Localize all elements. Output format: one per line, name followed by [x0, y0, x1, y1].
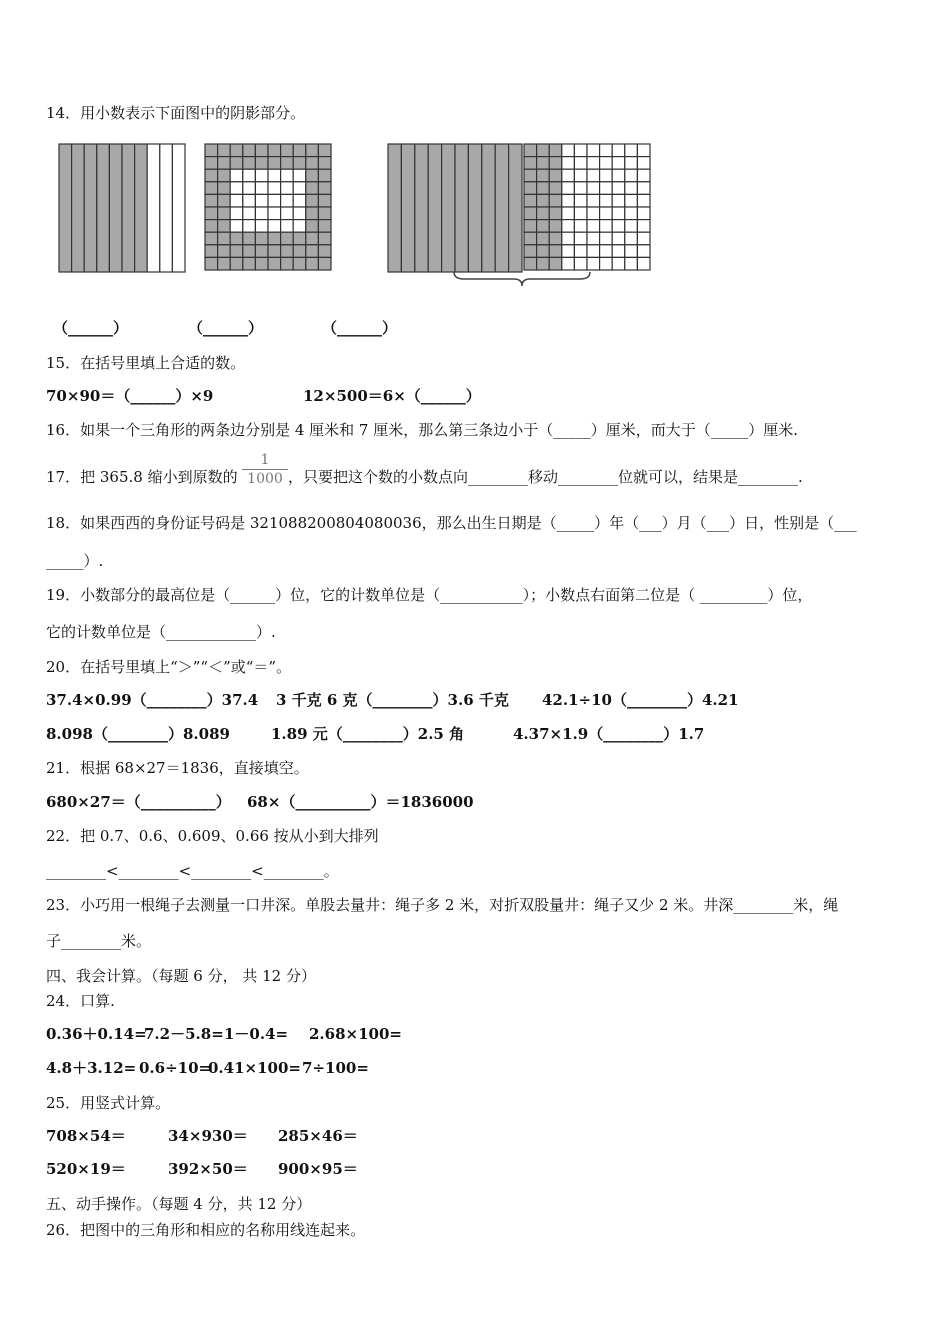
strip-cell [147, 144, 160, 272]
grid-cell [524, 257, 537, 270]
brace-under-figures [452, 270, 592, 290]
grid-cell [268, 220, 281, 233]
q26-title: 26．把图中的三角形和相应的名称用线连起来。 [46, 1221, 366, 1239]
grid-cell [600, 257, 613, 270]
grid-cell [562, 232, 575, 245]
q19-line1[interactable]: 19．小数部分的最高位是（______）位，它的计数单位是（___________）；小数点右面第二位是（ _________）位， [46, 586, 813, 604]
grid-cell [306, 182, 319, 195]
q25-r2-b: 392×50＝ [168, 1160, 248, 1178]
q22-title: 22．把 0.7、0.6、0.609、0.66 按从小到大排列 [46, 827, 379, 845]
grid-cell [268, 144, 281, 157]
grid-cell [318, 182, 331, 195]
grid-cell [243, 207, 256, 220]
grid-cell [293, 157, 306, 170]
q20-r2-b[interactable]: 1.89 元（________）2.5 角 [271, 725, 465, 743]
grid-cell [562, 257, 575, 270]
grid-cell [625, 232, 638, 245]
grid-cell [637, 257, 650, 270]
grid-cell [306, 169, 319, 182]
grid-cell [318, 232, 331, 245]
strip-cell [428, 144, 441, 272]
grid-cell [574, 194, 587, 207]
grid-cell [562, 245, 575, 258]
grid-cell [524, 245, 537, 258]
strip-cell [401, 144, 414, 272]
grid-cell [218, 220, 231, 233]
grid-cell [574, 157, 587, 170]
grid-cell [230, 157, 243, 170]
grid-cell [268, 257, 281, 270]
grid-cell [243, 232, 256, 245]
grid-cell [625, 220, 638, 233]
grid-cell [205, 257, 218, 270]
strip-cell [455, 144, 468, 272]
grid-cell [524, 182, 537, 195]
grid-cell [255, 169, 268, 182]
grid-cell [268, 182, 281, 195]
q25-title: 25．用竖式计算。 [46, 1094, 171, 1112]
grid-cell [218, 169, 231, 182]
grid-cell [293, 194, 306, 207]
grid-cell [637, 220, 650, 233]
grid-cell [218, 157, 231, 170]
q25-r1-c: 285×46＝ [278, 1127, 358, 1145]
grid-cell [612, 182, 625, 195]
grid-cell [625, 169, 638, 182]
q20-title: 20．在括号里填上“＞”“＜”或“＝”。 [46, 658, 292, 676]
grid-cell [268, 232, 281, 245]
grid-cell [625, 157, 638, 170]
grid-cell [255, 194, 268, 207]
grid-cell [218, 207, 231, 220]
grid-cell [562, 207, 575, 220]
grid-cell [637, 144, 650, 157]
grid-cell [574, 182, 587, 195]
q17-denominator: 1000 [247, 471, 283, 487]
grid-cell [306, 144, 319, 157]
strip-cell [135, 144, 148, 272]
grid-cell [205, 157, 218, 170]
grid-cell [205, 169, 218, 182]
figure-grid-4 [523, 143, 653, 275]
grid-cell [549, 169, 562, 182]
grid-cell [281, 220, 294, 233]
strip-cell [72, 144, 85, 272]
grid-cell [218, 194, 231, 207]
q22-answer[interactable]: ________<________<________<________。 [46, 862, 339, 880]
grid-cell [562, 194, 575, 207]
grid-cell [612, 169, 625, 182]
strip-cell [59, 144, 72, 272]
grid-cell [281, 194, 294, 207]
grid-cell [587, 182, 600, 195]
grid-cell [549, 157, 562, 170]
q19-line2[interactable]: 它的计数单位是（____________）. [46, 623, 276, 641]
strip-cell [482, 144, 495, 272]
grid-cell [587, 232, 600, 245]
grid-cell [562, 220, 575, 233]
q15-a[interactable]: 70×90＝（______）×9 [46, 387, 214, 405]
grid-cell [318, 257, 331, 270]
strip-cell [442, 144, 455, 272]
grid-cell [255, 157, 268, 170]
grid-cell [243, 257, 256, 270]
grid-cell [612, 144, 625, 157]
strip-cell [495, 144, 508, 272]
grid-cell [612, 245, 625, 258]
grid-cell [587, 144, 600, 157]
grid-cell [293, 169, 306, 182]
strip-cell [468, 144, 481, 272]
grid-cell [218, 182, 231, 195]
q20-r2-a[interactable]: 8.098（________）8.089 [46, 725, 230, 743]
grid-cell [306, 257, 319, 270]
grid-cell [318, 245, 331, 258]
grid-cell [549, 220, 562, 233]
grid-cell [537, 207, 550, 220]
grid-cell [612, 194, 625, 207]
grid-cell [255, 207, 268, 220]
grid-cell [255, 220, 268, 233]
grid-cell [230, 245, 243, 258]
grid-cell [587, 207, 600, 220]
grid-cell [600, 169, 613, 182]
grid-cell [587, 194, 600, 207]
grid-cell [306, 207, 319, 220]
strip-cell [97, 144, 110, 272]
grid-cell [537, 182, 550, 195]
q17-fraction [242, 452, 288, 487]
grid-cell [306, 245, 319, 258]
grid-cell [281, 157, 294, 170]
q18-line2[interactable]: _____）. [46, 552, 104, 570]
grid-cell [230, 144, 243, 157]
grid-cell [562, 157, 575, 170]
grid-cell [637, 157, 650, 170]
grid-cell [612, 157, 625, 170]
grid-cell [537, 157, 550, 170]
grid-cell [306, 194, 319, 207]
grid-cell [562, 182, 575, 195]
q14-blank-3[interactable]: （______） [322, 319, 398, 337]
grid-cell [600, 144, 613, 157]
grid-cell [549, 182, 562, 195]
grid-cell [637, 182, 650, 195]
grid-cell [549, 232, 562, 245]
grid-cell [243, 182, 256, 195]
grid-cell [293, 144, 306, 157]
grid-cell [205, 207, 218, 220]
grid-cell [600, 232, 613, 245]
grid-cell [230, 257, 243, 270]
figure-strips-1 [58, 143, 188, 275]
grid-cell [524, 194, 537, 207]
section4-title: 四、我会计算。（每题 6 分， 共 12 分） [46, 967, 316, 985]
grid-cell [306, 232, 319, 245]
q21-title: 21．根据 68×27＝1836，直接填空。 [46, 759, 309, 777]
grid-cell [255, 245, 268, 258]
grid-cell [524, 169, 537, 182]
grid-cell [549, 257, 562, 270]
strip-cell [122, 144, 135, 272]
section5-title: 五、动手操作。（每题 4 分，共 12 分） [46, 1195, 312, 1213]
grid-cell [537, 232, 550, 245]
grid-cell [625, 144, 638, 157]
grid-cell [537, 245, 550, 258]
q20-r1-c[interactable]: 42.1÷10（________）4.21 [542, 691, 739, 709]
grid-cell [230, 232, 243, 245]
grid-cell [281, 232, 294, 245]
q21-b[interactable]: 68×（__________）＝1836000 [247, 793, 474, 811]
grid-cell [524, 207, 537, 220]
grid-cell [268, 169, 281, 182]
grid-cell [281, 207, 294, 220]
figure-grid-2 [204, 143, 334, 275]
q24-r1-a: 0.36＋0.14= [46, 1025, 147, 1043]
q25-r1-a: 708×54＝ [46, 1127, 126, 1145]
grid-cell [281, 182, 294, 195]
grid-cell [205, 182, 218, 195]
grid-cell [587, 169, 600, 182]
grid-cell [587, 245, 600, 258]
grid-cell [318, 207, 331, 220]
grid-cell [637, 207, 650, 220]
grid-cell [600, 220, 613, 233]
grid-cell [318, 169, 331, 182]
grid-cell [205, 245, 218, 258]
grid-cell [205, 220, 218, 233]
grid-cell [612, 257, 625, 270]
grid-cell [255, 257, 268, 270]
grid-cell [205, 194, 218, 207]
q14-blank-2[interactable]: （______） [188, 319, 264, 337]
grid-cell [293, 232, 306, 245]
strip-cell [415, 144, 428, 272]
grid-cell [255, 144, 268, 157]
grid-cell [243, 157, 256, 170]
q24-r2-c: 0.41×100= [208, 1059, 301, 1077]
strip-cell [109, 144, 122, 272]
grid-cell [600, 194, 613, 207]
grid-cell [243, 245, 256, 258]
grid-cell [255, 232, 268, 245]
grid-cell [625, 182, 638, 195]
grid-cell [318, 220, 331, 233]
grid-cell [218, 245, 231, 258]
q18-line1[interactable]: 18．如果西西的身份证号码是 321088200804080036，那么出生日期是（_____）年（___）月（___）日，性别是（___ [46, 514, 857, 532]
grid-cell [268, 157, 281, 170]
grid-cell [230, 182, 243, 195]
grid-cell [612, 220, 625, 233]
grid-cell [574, 169, 587, 182]
q14-blank-1[interactable]: （______） [53, 319, 129, 337]
q24-r2-b: 0.6÷10= [139, 1059, 212, 1077]
grid-cell [537, 220, 550, 233]
q20-r1-a[interactable]: 37.4×0.99（________）37.4 [46, 691, 259, 709]
grid-cell [293, 207, 306, 220]
grid-cell [230, 207, 243, 220]
q24-r2-a: 4.8＋3.12= [46, 1059, 137, 1077]
q15-b[interactable]: 12×500＝6×（______） [303, 387, 481, 405]
grid-cell [524, 232, 537, 245]
grid-cell [281, 169, 294, 182]
grid-cell [205, 144, 218, 157]
grid-cell [574, 220, 587, 233]
q24-r1-d: 2.68×100= [309, 1025, 402, 1043]
strip-cell [160, 144, 173, 272]
grid-cell [574, 232, 587, 245]
q25-r1-b: 34×930＝ [168, 1127, 248, 1145]
q20-r2-c[interactable]: 4.37×1.9（________）1.7 [513, 725, 705, 743]
figure-strips-3 [387, 143, 525, 275]
grid-cell [218, 232, 231, 245]
grid-cell [600, 182, 613, 195]
grid-cell [537, 194, 550, 207]
grid-cell [562, 169, 575, 182]
grid-cell [524, 157, 537, 170]
q14-title: 14．用小数表示下面图中的阴影部分。 [46, 104, 306, 122]
grid-cell [562, 144, 575, 157]
q23-line1[interactable]: 23．小巧用一根绳子去测量一口井深。单股去量井：绳子多 2 米，对折双股量井：绳子又少 2 米。井深________米，绳 [46, 896, 839, 914]
grid-cell [318, 144, 331, 157]
grid-cell [243, 220, 256, 233]
grid-cell [318, 194, 331, 207]
q24-r1-c: 1－0.4= [224, 1025, 289, 1043]
grid-cell [243, 144, 256, 157]
grid-cell [537, 144, 550, 157]
grid-cell [537, 169, 550, 182]
grid-cell [574, 257, 587, 270]
grid-cell [243, 194, 256, 207]
grid-cell [600, 157, 613, 170]
q23-line2[interactable]: 子________米。 [46, 932, 152, 950]
grid-cell [218, 257, 231, 270]
grid-cell [549, 144, 562, 157]
grid-cell [293, 245, 306, 258]
grid-cell [281, 144, 294, 157]
q24-r2-d: 7÷100= [302, 1059, 369, 1077]
grid-cell [612, 207, 625, 220]
grid-cell [574, 245, 587, 258]
q17-numerator: 1 [260, 452, 270, 468]
grid-cell [587, 257, 600, 270]
grid-cell [230, 169, 243, 182]
grid-cell [205, 232, 218, 245]
grid-cell [230, 220, 243, 233]
grid-cell [268, 194, 281, 207]
q25-r2-c: 900×95＝ [278, 1160, 358, 1178]
grid-cell [306, 220, 319, 233]
strip-cell [509, 144, 522, 272]
grid-cell [537, 257, 550, 270]
grid-cell [306, 157, 319, 170]
grid-cell [625, 245, 638, 258]
grid-cell [587, 220, 600, 233]
grid-cell [293, 257, 306, 270]
strip-cell [388, 144, 401, 272]
grid-cell [293, 182, 306, 195]
grid-cell [268, 245, 281, 258]
grid-cell [218, 144, 231, 157]
grid-cell [549, 207, 562, 220]
grid-cell [318, 157, 331, 170]
grid-cell [574, 144, 587, 157]
grid-cell [637, 194, 650, 207]
grid-cell [293, 220, 306, 233]
q25-r2-a: 520×19＝ [46, 1160, 126, 1178]
grid-cell [524, 144, 537, 157]
grid-cell [637, 232, 650, 245]
q17-before: 17．把 365.8 缩小到原数的 [46, 468, 238, 486]
grid-cell [625, 207, 638, 220]
strip-cell [84, 144, 97, 272]
strip-cell [172, 144, 185, 272]
grid-cell [230, 194, 243, 207]
q15-title: 15．在括号里填上合适的数。 [46, 354, 246, 372]
grid-cell [255, 182, 268, 195]
grid-cell [268, 207, 281, 220]
q21-a[interactable]: 680×27＝（__________） [46, 793, 231, 811]
grid-cell [600, 207, 613, 220]
grid-cell [281, 257, 294, 270]
grid-cell [243, 169, 256, 182]
grid-cell [574, 207, 587, 220]
grid-cell [625, 194, 638, 207]
grid-cell [612, 232, 625, 245]
grid-cell [637, 245, 650, 258]
grid-cell [587, 157, 600, 170]
q17-after[interactable]: ，只要把这个数的小数点向________移动________位就可以，结果是________. [288, 468, 803, 486]
q24-title: 24．口算. [46, 992, 115, 1010]
grid-cell [600, 245, 613, 258]
grid-cell [625, 257, 638, 270]
q20-r1-b[interactable]: 3 千克 6 克（________）3.6 千克 [276, 691, 509, 709]
grid-cell [549, 194, 562, 207]
grid-cell [524, 220, 537, 233]
grid-cell [637, 169, 650, 182]
q24-r1-b: 7.2－5.8= [144, 1025, 224, 1043]
grid-cell [281, 245, 294, 258]
grid-cell [549, 245, 562, 258]
q16-text: 16．如果一个三角形的两条边分别是 4 厘米和 7 厘米，那么第三条边小于（_____）厘米，而大于（_____）厘米. [46, 421, 799, 439]
